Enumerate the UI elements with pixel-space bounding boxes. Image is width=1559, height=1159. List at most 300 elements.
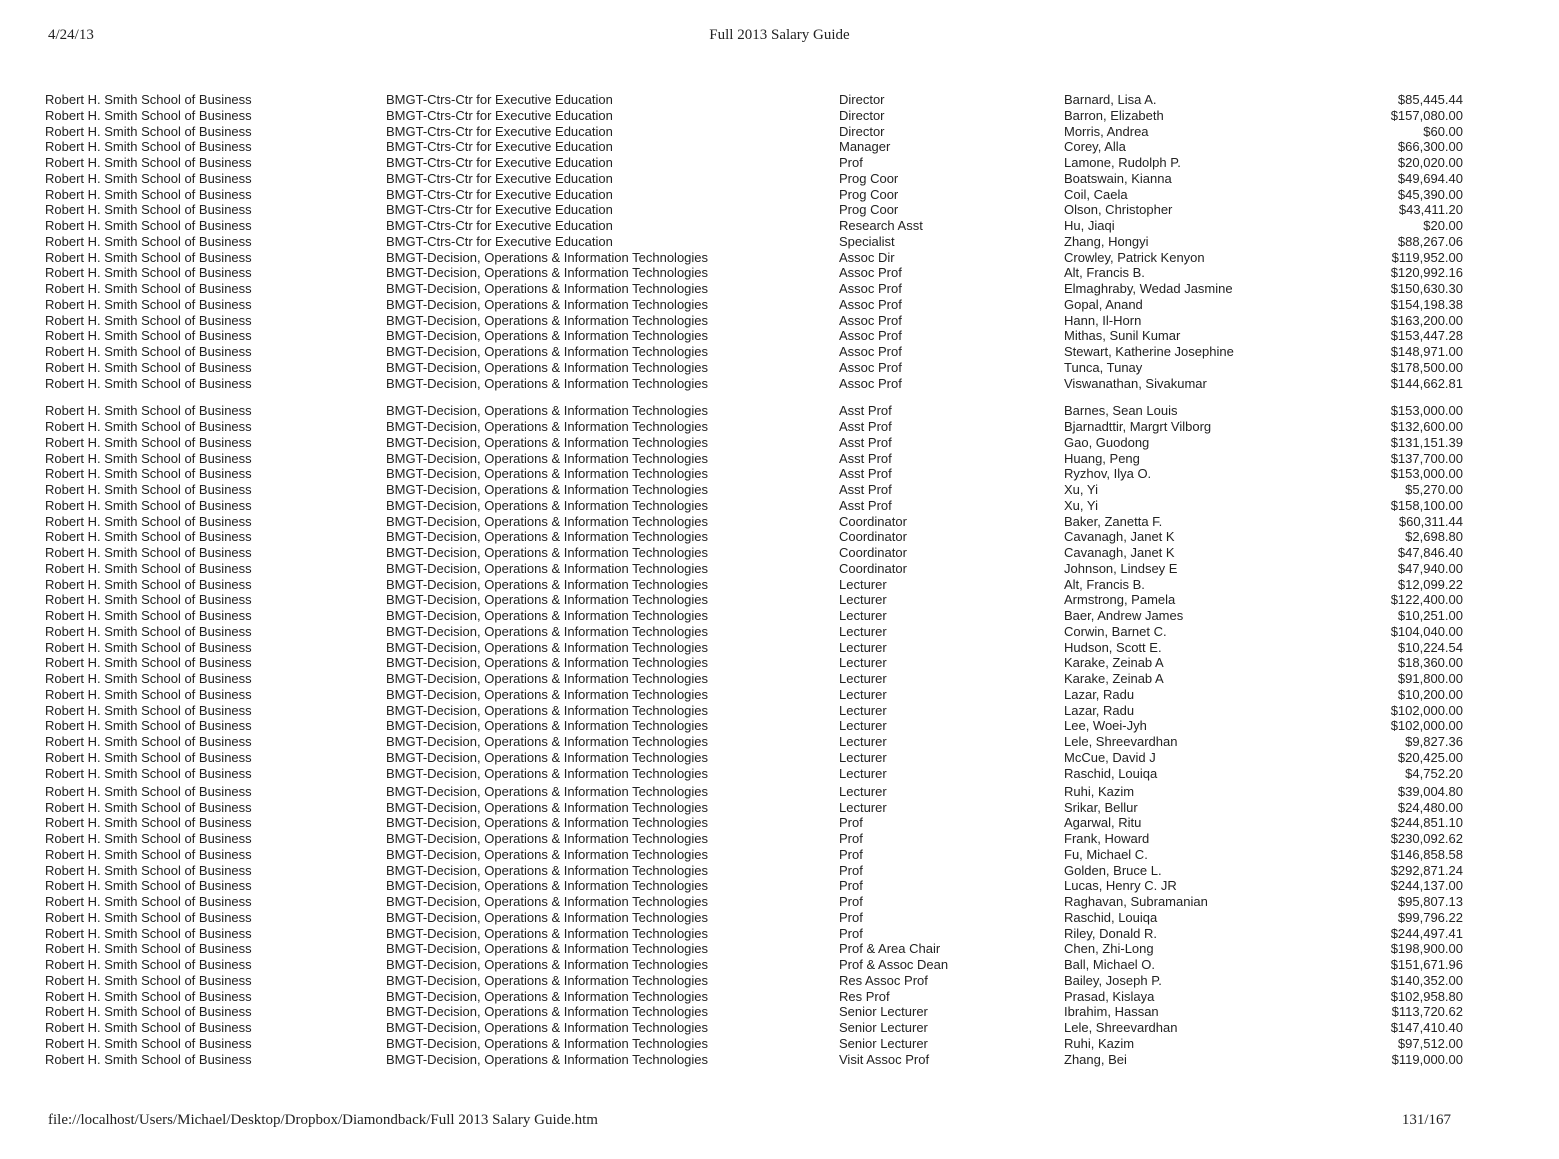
salary-cell: $153,447.28: [1390, 328, 1463, 344]
department-cell: BMGT-Ctrs-Ctr for Executive Education: [386, 139, 613, 155]
department-cell: BMGT-Decision, Operations & Information Technologies: [386, 686, 709, 702]
school-cell: Robert H. Smith School of Business: [45, 466, 252, 482]
employee-name-cell: Mithas, Sunil Kumar: [1064, 328, 1181, 344]
department-cell: BMGT-Decision, Operations & Information Technologies: [386, 941, 709, 957]
school-cell: Robert H. Smith School of Business: [45, 623, 252, 639]
job-title-cell: Prof: [839, 846, 863, 862]
table-row: [0, 687, 1499, 703]
salary-cell: $137,700.00: [1390, 450, 1463, 466]
salary-cell: $113,720.62: [1391, 1004, 1463, 1020]
department-cell: BMGT-Decision, Operations & Information Technologies: [386, 576, 709, 592]
department-cell: BMGT-Decision, Operations & Information Technologies: [386, 344, 709, 359]
employee-name-cell: Lazar, Radu: [1064, 686, 1135, 702]
salary-cell: $244,137.00: [1390, 878, 1463, 894]
table-row: [0, 328, 1499, 344]
department-cell: BMGT-Decision, Operations & Information Technologies: [386, 1020, 709, 1035]
school-cell: Robert H. Smith School of Business: [45, 265, 252, 281]
employee-name-cell: Lamone, Rudolph P.: [1064, 155, 1181, 170]
department-cell: BMGT-Decision, Operations & Information Technologies: [386, 296, 709, 312]
job-title-cell: Coordinator: [839, 545, 907, 560]
salary-cell: $12,099.22: [1397, 576, 1463, 592]
school-cell: Robert H. Smith School of Business: [45, 576, 252, 592]
job-title-cell: Prof: [839, 894, 863, 909]
employee-name-cell: Karake, Zeinab A: [1064, 671, 1164, 686]
department-cell: BMGT-Decision, Operations & Information Technologies: [386, 671, 709, 686]
department-cell: BMGT-Ctrs-Ctr for Executive Education: [386, 202, 613, 218]
salary-cell: $10,224.54: [1397, 639, 1463, 655]
table-row: [0, 926, 1499, 942]
school-cell: Robert H. Smith School of Business: [45, 170, 252, 186]
salary-cell: $97,512.00: [1397, 1035, 1463, 1051]
school-cell: Robert H. Smith School of Business: [45, 655, 252, 671]
department-cell: BMGT-Decision, Operations & Information Technologies: [386, 957, 709, 972]
department-cell: BMGT-Decision, Operations & Information Technologies: [386, 328, 709, 344]
table-row: [0, 655, 1499, 671]
salary-cell: $10,200.00: [1397, 686, 1463, 702]
table-row: [0, 139, 1499, 155]
department-cell: BMGT-Decision, Operations & Information Technologies: [386, 482, 709, 497]
employee-name-cell: McCue, David J: [1064, 749, 1156, 765]
table-row: [0, 514, 1499, 530]
department-cell: BMGT-Decision, Operations & Information Technologies: [386, 765, 709, 781]
school-cell: Robert H. Smith School of Business: [45, 202, 252, 218]
job-title-cell: Lecturer: [839, 765, 887, 781]
school-cell: Robert H. Smith School of Business: [45, 359, 252, 375]
salary-cell: $20,425.00: [1397, 749, 1463, 765]
employee-name-cell: Hu, Jiaqi: [1064, 218, 1115, 233]
page-number: 131/167: [1401, 1112, 1451, 1128]
department-cell: BMGT-Decision, Operations & Information Technologies: [386, 783, 709, 799]
table-row: [0, 640, 1499, 656]
employee-name-cell: Ball, Michael O.: [1064, 957, 1156, 972]
employee-name-cell: Ibrahim, Hassan: [1064, 1004, 1159, 1020]
department-cell: BMGT-Ctrs-Ctr for Executive Education: [386, 123, 613, 139]
salary-cell: $43,411.20: [1398, 202, 1463, 218]
school-cell: Robert H. Smith School of Business: [45, 233, 252, 249]
table-row: [0, 124, 1499, 140]
job-title-cell: Prog Coor: [839, 186, 899, 202]
table-row: [0, 234, 1499, 250]
department-cell: BMGT-Decision, Operations & Information Technologies: [386, 894, 709, 909]
school-cell: Robert H. Smith School of Business: [45, 281, 252, 296]
table-row: [0, 265, 1499, 281]
school-cell: Robert H. Smith School of Business: [45, 545, 252, 560]
table-row: [0, 734, 1499, 750]
table-row: [0, 718, 1499, 734]
employee-name-cell: Xu, Yi: [1064, 497, 1098, 513]
salary-cell: $85,445.44: [1397, 92, 1463, 107]
job-title-cell: Lecturer: [839, 686, 887, 702]
salary-cell: $45,390.00: [1397, 186, 1463, 202]
job-title-cell: Visit Assoc Prof: [839, 1051, 930, 1067]
table-row: [0, 155, 1499, 171]
salary-table-rows: [0, 92, 1499, 1067]
table-row: [0, 451, 1499, 467]
school-cell: Robert H. Smith School of Business: [45, 783, 252, 799]
employee-name-cell: Huang, Peng: [1064, 450, 1140, 466]
department-cell: BMGT-Decision, Operations & Information Technologies: [386, 831, 709, 846]
table-row: [0, 218, 1499, 234]
table-row: [0, 171, 1499, 187]
school-cell: Robert H. Smith School of Business: [45, 815, 252, 831]
employee-name-cell: Lele, Shreevardhan: [1064, 734, 1178, 749]
salary-cell: $230,092.62: [1390, 831, 1463, 846]
department-cell: BMGT-Decision, Operations & Information Technologies: [386, 734, 709, 749]
job-title-cell: Res Prof: [839, 988, 890, 1004]
job-title-cell: Lecturer: [839, 702, 887, 718]
employee-name-cell: Ryzhov, Ilya O.: [1064, 466, 1152, 482]
job-title-cell: Lecturer: [839, 655, 887, 671]
department-cell: BMGT-Decision, Operations & Information Technologies: [386, 281, 709, 296]
salary-cell: $91,800.00: [1397, 671, 1463, 686]
employee-name-cell: Corey, Alla: [1064, 139, 1126, 155]
school-cell: Robert H. Smith School of Business: [45, 799, 252, 815]
department-cell: BMGT-Decision, Operations & Information Technologies: [386, 497, 709, 513]
employee-name-cell: Fu, Michael C.: [1064, 846, 1148, 862]
school-cell: Robert H. Smith School of Business: [45, 513, 252, 529]
salary-cell: $104,040.00: [1390, 623, 1463, 639]
employee-name-cell: Lele, Shreevardhan: [1064, 1020, 1178, 1035]
salary-cell: $102,958.80: [1390, 988, 1463, 1004]
school-cell: Robert H. Smith School of Business: [45, 718, 252, 734]
department-cell: BMGT-Ctrs-Ctr for Executive Education: [386, 170, 613, 186]
department-cell: BMGT-Decision, Operations & Information Technologies: [386, 560, 709, 576]
table-row: [0, 957, 1499, 973]
salary-cell: $163,200.00: [1390, 312, 1463, 328]
job-title-cell: Prof: [839, 909, 863, 925]
salary-cell: $10,251.00: [1397, 608, 1463, 623]
school-cell: Robert H. Smith School of Business: [45, 123, 252, 139]
table-row: [0, 750, 1499, 766]
table-row: [0, 592, 1499, 608]
job-title-cell: Lecturer: [839, 718, 887, 734]
employee-name-cell: Cavanagh, Janet K: [1064, 529, 1175, 545]
job-title-cell: Assoc Prof: [839, 375, 902, 391]
table-row: [0, 376, 1499, 392]
school-cell: Robert H. Smith School of Business: [45, 702, 252, 718]
school-cell: Robert H. Smith School of Business: [45, 909, 252, 925]
table-row: [0, 671, 1499, 687]
salary-cell: $198,900.00: [1390, 941, 1463, 957]
table-row: [0, 784, 1499, 800]
school-cell: Robert H. Smith School of Business: [45, 686, 252, 702]
table-row: [0, 482, 1499, 498]
department-cell: BMGT-Decision, Operations & Information Technologies: [386, 988, 709, 1004]
table-row: [0, 419, 1499, 435]
job-title-cell: Assoc Prof: [839, 312, 902, 328]
school-cell: Robert H. Smith School of Business: [45, 186, 252, 202]
department-cell: BMGT-Ctrs-Ctr for Executive Education: [386, 92, 613, 107]
table-row: [0, 1036, 1499, 1052]
department-cell: BMGT-Ctrs-Ctr for Executive Education: [386, 107, 613, 123]
school-cell: Robert H. Smith School of Business: [45, 831, 252, 846]
job-title-cell: Asst Prof: [839, 466, 892, 482]
department-cell: BMGT-Decision, Operations & Information Technologies: [386, 403, 709, 419]
employee-name-cell: Elmaghraby, Wedad Jasmine: [1064, 281, 1233, 296]
job-title-cell: Lecturer: [839, 592, 887, 608]
department-cell: BMGT-Decision, Operations & Information Technologies: [386, 608, 709, 623]
table-row: [0, 403, 1499, 419]
employee-name-cell: Olson, Christopher: [1064, 202, 1173, 218]
salary-cell: $157,080.00: [1390, 107, 1463, 123]
school-cell: Robert H. Smith School of Business: [45, 765, 252, 781]
employee-name-cell: Bjarnadttir, Margrt Vilborg: [1064, 419, 1212, 434]
file-path: file://localhost/Users/Michael/Desktop/Dropbox/Diamondback/Full 2013 Salary Guide.htm: [48, 1112, 598, 1128]
job-title-cell: Prof: [839, 831, 863, 846]
table-row: [0, 863, 1499, 879]
department-cell: BMGT-Decision, Operations & Information Technologies: [386, 702, 709, 718]
school-cell: Robert H. Smith School of Business: [45, 972, 252, 988]
salary-cell: $144,662.81: [1390, 375, 1463, 391]
salary-cell: $18,360.00: [1397, 655, 1463, 671]
table-row: [0, 108, 1499, 124]
department-cell: BMGT-Decision, Operations & Information Technologies: [386, 862, 709, 878]
job-title-cell: Lecturer: [839, 608, 887, 623]
salary-cell: $119,952.00: [1391, 249, 1463, 265]
salary-cell: $178,500.00: [1390, 359, 1463, 375]
department-cell: BMGT-Decision, Operations & Information Technologies: [386, 878, 709, 894]
employee-name-cell: Morris, Andrea: [1064, 123, 1149, 139]
school-cell: Robert H. Smith School of Business: [45, 218, 252, 233]
salary-cell: $9,827.36: [1405, 734, 1463, 749]
salary-cell: $132,600.00: [1390, 419, 1463, 434]
employee-name-cell: Armstrong, Pamela: [1064, 592, 1176, 608]
department-cell: BMGT-Decision, Operations & Information Technologies: [386, 529, 709, 545]
print-date: 4/24/13: [48, 27, 94, 43]
school-cell: Robert H. Smith School of Business: [45, 878, 252, 894]
table-row: [0, 1020, 1499, 1036]
table-row: [0, 435, 1499, 451]
department-cell: BMGT-Decision, Operations & Information Technologies: [386, 815, 709, 831]
job-title-cell: Director: [839, 107, 885, 123]
school-cell: Robert H. Smith School of Business: [45, 312, 252, 328]
table-row: [0, 878, 1499, 894]
department-cell: BMGT-Decision, Operations & Information Technologies: [386, 799, 709, 815]
salary-cell: $153,000.00: [1390, 403, 1463, 419]
salary-cell: $2,698.80: [1405, 529, 1463, 545]
school-cell: Robert H. Smith School of Business: [45, 894, 252, 909]
salary-cell: $47,940.00: [1397, 560, 1463, 576]
salary-table: [0, 92, 1499, 1067]
job-title-cell: Assoc Prof: [839, 359, 902, 375]
table-row: [0, 815, 1499, 831]
school-cell: Robert H. Smith School of Business: [45, 592, 252, 608]
employee-name-cell: Zhang, Bei: [1064, 1051, 1127, 1067]
employee-name-cell: Zhang, Hongyi: [1064, 233, 1149, 249]
table-row: [0, 297, 1499, 313]
department-cell: BMGT-Decision, Operations & Information Technologies: [386, 265, 709, 281]
school-cell: Robert H. Smith School of Business: [45, 608, 252, 623]
school-cell: Robert H. Smith School of Business: [45, 403, 252, 419]
school-cell: Robert H. Smith School of Business: [45, 749, 252, 765]
employee-name-cell: Golden, Bruce L.: [1064, 862, 1162, 878]
salary-cell: $60,311.44: [1398, 513, 1463, 529]
job-title-cell: Prof & Area Chair: [839, 941, 941, 957]
department-cell: BMGT-Decision, Operations & Information Technologies: [386, 450, 709, 466]
school-cell: Robert H. Smith School of Business: [45, 529, 252, 545]
department-cell: BMGT-Decision, Operations & Information Technologies: [386, 375, 709, 391]
salary-cell: $47,846.40: [1397, 545, 1463, 560]
department-cell: BMGT-Decision, Operations & Information Technologies: [386, 718, 709, 734]
job-title-cell: Senior Lecturer: [839, 1004, 928, 1020]
school-cell: Robert H. Smith School of Business: [45, 846, 252, 862]
job-title-cell: Director: [839, 123, 885, 139]
salary-cell: $146,858.58: [1390, 846, 1463, 862]
salary-cell: $99,796.22: [1397, 909, 1463, 925]
job-title-cell: Res Assoc Prof: [839, 972, 928, 988]
employee-name-cell: Hudson, Scott E.: [1064, 639, 1162, 655]
salary-cell: $49,694.40: [1397, 170, 1463, 186]
job-title-cell: Manager: [839, 139, 891, 155]
employee-name-cell: Riley, Donald R.: [1064, 925, 1157, 941]
school-cell: Robert H. Smith School of Business: [45, 497, 252, 513]
job-title-cell: Prof: [839, 862, 863, 878]
school-cell: Robert H. Smith School of Business: [45, 941, 252, 957]
job-title-cell: Coordinator: [839, 560, 907, 576]
employee-name-cell: Coil, Caela: [1064, 186, 1128, 202]
employee-name-cell: Raschid, Louiqa: [1064, 909, 1158, 925]
job-title-cell: Prof: [839, 878, 863, 894]
department-cell: BMGT-Decision, Operations & Information Technologies: [386, 1051, 709, 1067]
employee-name-cell: Boatswain, Kianna: [1064, 170, 1172, 186]
salary-cell: $154,198.38: [1390, 296, 1463, 312]
job-title-cell: Senior Lecturer: [839, 1035, 928, 1051]
school-cell: Robert H. Smith School of Business: [45, 92, 252, 107]
school-cell: Robert H. Smith School of Business: [45, 375, 252, 391]
school-cell: Robert H. Smith School of Business: [45, 560, 252, 576]
job-title-cell: Assoc Prof: [839, 344, 902, 359]
employee-name-cell: Baker, Zanetta F.: [1064, 513, 1163, 529]
school-cell: Robert H. Smith School of Business: [45, 671, 252, 686]
salary-cell: $102,000.00: [1390, 718, 1463, 734]
employee-name-cell: Tunca, Tunay: [1064, 359, 1143, 375]
salary-cell: $148,971.00: [1390, 344, 1463, 359]
job-title-cell: Coordinator: [839, 529, 907, 545]
school-cell: Robert H. Smith School of Business: [45, 639, 252, 655]
table-row: [0, 766, 1499, 782]
salary-cell: $140,352.00: [1390, 972, 1463, 988]
salary-cell: $150,630.30: [1390, 281, 1463, 296]
department-cell: BMGT-Decision, Operations & Information Technologies: [386, 434, 709, 450]
department-cell: BMGT-Decision, Operations & Information Technologies: [386, 1004, 709, 1020]
job-title-cell: Director: [839, 92, 885, 107]
salary-cell: $131,151.39: [1390, 434, 1463, 450]
department-cell: BMGT-Decision, Operations & Information Technologies: [386, 1035, 709, 1051]
department-cell: BMGT-Decision, Operations & Information Technologies: [386, 846, 709, 862]
job-title-cell: Assoc Prof: [839, 328, 902, 344]
employee-name-cell: Lazar, Radu: [1064, 702, 1135, 718]
school-cell: Robert H. Smith School of Business: [45, 482, 252, 497]
job-title-cell: Assoc Dir: [839, 249, 895, 265]
salary-cell: $102,000.00: [1390, 702, 1463, 718]
employee-name-cell: Barnard, Lisa A.: [1064, 92, 1157, 107]
employee-name-cell: Baer, Andrew James: [1064, 608, 1184, 623]
job-title-cell: Lecturer: [839, 749, 887, 765]
employee-name-cell: Ruhi, Kazim: [1064, 1035, 1135, 1051]
school-cell: Robert H. Smith School of Business: [45, 249, 252, 265]
table-row: [0, 344, 1499, 360]
department-cell: BMGT-Decision, Operations & Information Technologies: [386, 419, 709, 434]
table-row: [0, 1004, 1499, 1020]
salary-cell: $119,000.00: [1391, 1051, 1463, 1067]
employee-name-cell: Alt, Francis B.: [1064, 265, 1145, 281]
employee-name-cell: Bailey, Joseph P.: [1064, 972, 1162, 988]
school-cell: Robert H. Smith School of Business: [45, 862, 252, 878]
job-title-cell: Lecturer: [839, 639, 887, 655]
salary-cell: $20.00: [1423, 218, 1463, 233]
school-cell: Robert H. Smith School of Business: [45, 1004, 252, 1020]
job-title-cell: Asst Prof: [839, 403, 892, 419]
employee-name-cell: Viswanathan, Sivakumar: [1064, 375, 1207, 391]
school-cell: Robert H. Smith School of Business: [45, 107, 252, 123]
job-title-cell: Asst Prof: [839, 419, 892, 434]
employee-name-cell: Lucas, Henry C. JR: [1064, 878, 1177, 894]
job-title-cell: Asst Prof: [839, 450, 892, 466]
salary-cell: $24,480.00: [1397, 799, 1463, 815]
department-cell: BMGT-Ctrs-Ctr for Executive Education: [386, 218, 613, 233]
job-title-cell: Prof: [839, 925, 863, 941]
job-title-cell: Research Asst: [839, 218, 923, 233]
school-cell: Robert H. Smith School of Business: [45, 988, 252, 1004]
school-cell: Robert H. Smith School of Business: [45, 1035, 252, 1051]
job-title-cell: Lecturer: [839, 623, 887, 639]
job-title-cell: Senior Lecturer: [839, 1020, 928, 1035]
department-cell: BMGT-Decision, Operations & Information Technologies: [386, 359, 709, 375]
job-title-cell: Assoc Prof: [839, 265, 902, 281]
table-row: [0, 466, 1499, 482]
school-cell: Robert H. Smith School of Business: [45, 434, 252, 450]
department-cell: BMGT-Decision, Operations & Information Technologies: [386, 466, 709, 482]
table-row: [0, 624, 1499, 640]
job-title-cell: Lecturer: [839, 734, 887, 749]
table-row: [0, 250, 1499, 266]
table-row: [0, 281, 1499, 297]
department-cell: BMGT-Decision, Operations & Information Technologies: [386, 909, 709, 925]
job-title-cell: Lecturer: [839, 671, 887, 686]
employee-name-cell: Agarwal, Ritu: [1064, 815, 1142, 831]
employee-name-cell: Johnson, Lindsey E: [1064, 560, 1178, 576]
salary-cell: $5,270.00: [1405, 482, 1463, 497]
table-row: [0, 989, 1499, 1005]
employee-name-cell: Prasad, Kislaya: [1064, 988, 1155, 1004]
employee-name-cell: Lee, Woei-Jyh: [1064, 718, 1147, 734]
table-row: [0, 498, 1499, 514]
job-title-cell: Prof: [839, 155, 863, 170]
table-row: [0, 202, 1499, 218]
employee-name-cell: Corwin, Barnet C.: [1064, 623, 1167, 639]
job-title-cell: Lecturer: [839, 783, 887, 799]
table-row: [0, 847, 1499, 863]
salary-cell: $39,004.80: [1397, 783, 1463, 799]
table-row: [0, 561, 1499, 577]
school-cell: Robert H. Smith School of Business: [45, 1020, 252, 1035]
school-cell: Robert H. Smith School of Business: [45, 296, 252, 312]
table-row: [0, 910, 1499, 926]
school-cell: Robert H. Smith School of Business: [45, 925, 252, 941]
employee-name-cell: Stewart, Katherine Josephine: [1064, 344, 1234, 359]
salary-cell: $292,871.24: [1390, 862, 1463, 878]
job-title-cell: Assoc Prof: [839, 281, 902, 296]
job-title-cell: Prog Coor: [839, 170, 899, 186]
school-cell: Robert H. Smith School of Business: [45, 328, 252, 344]
table-row: [0, 973, 1499, 989]
job-title-cell: Assoc Prof: [839, 296, 902, 312]
school-cell: Robert H. Smith School of Business: [45, 734, 252, 749]
job-title-cell: Specialist: [839, 233, 895, 249]
table-row: [0, 703, 1499, 719]
table-row: [0, 545, 1499, 561]
table-row: [0, 92, 1499, 108]
